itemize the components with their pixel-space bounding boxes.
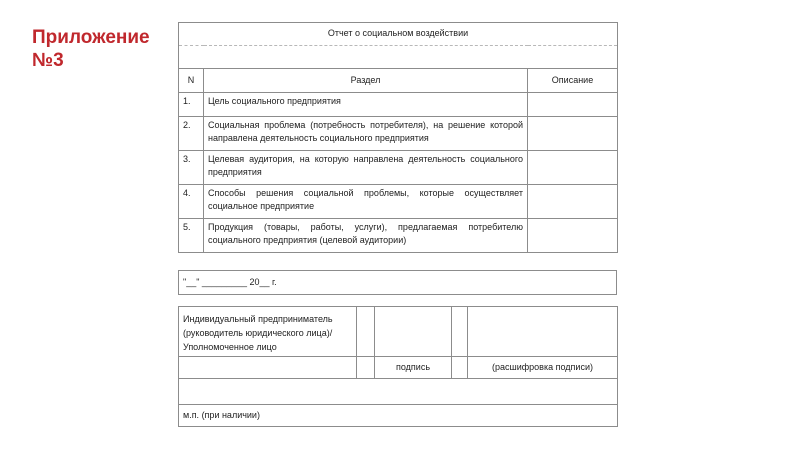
row-section-text: Способы решения социальной проблемы, которые осуществляет социальное предприятие xyxy=(204,185,528,219)
row-section-text: Целевая аудитория, на которую направлена деятельность социального предприятия xyxy=(204,151,528,185)
row-description-cell[interactable] xyxy=(528,151,618,185)
appendix-title-line2: №3 xyxy=(32,50,64,71)
table-row xyxy=(179,185,618,219)
row-section-text: Социальная проблема (потребность потребителя), на решение которой направлена деятельность социального предприятия xyxy=(204,117,528,151)
table-row xyxy=(179,117,618,151)
appendix-title xyxy=(32,26,172,72)
row-description-cell[interactable] xyxy=(528,93,618,117)
signature-block xyxy=(178,306,617,427)
date-block xyxy=(178,270,617,295)
row-description-cell[interactable] xyxy=(528,117,618,151)
signature-table xyxy=(178,306,618,427)
signatory-role: Индивидуальный предприниматель (руководитель юридического лица)/Уполномоченное лицо xyxy=(179,307,357,357)
row-number: 3. xyxy=(179,151,204,185)
table-row xyxy=(179,93,618,117)
signature-spacer xyxy=(452,357,468,379)
table-row xyxy=(179,219,618,253)
stamp-place: м.п. (при наличии) xyxy=(179,405,618,427)
row-number: 1. xyxy=(179,93,204,117)
row-description-cell[interactable] xyxy=(528,219,618,253)
row-number: 5. xyxy=(179,219,204,253)
signature-decode-field[interactable] xyxy=(468,307,618,357)
label-spacer xyxy=(179,357,357,379)
signature-spacer xyxy=(357,357,375,379)
title-spacer xyxy=(179,46,618,69)
row-description-cell[interactable] xyxy=(528,185,618,219)
report-table xyxy=(178,22,618,253)
column-header-description: Описание xyxy=(528,69,618,93)
signature-label: подпись xyxy=(375,357,452,379)
signature-spacer xyxy=(452,307,468,357)
signature-field[interactable] xyxy=(375,307,452,357)
signature-spacer xyxy=(357,307,375,357)
row-section-text: Цель социального предприятия xyxy=(204,93,528,117)
table-row xyxy=(179,151,618,185)
row-number: 4. xyxy=(179,185,204,219)
row-number: 2. xyxy=(179,117,204,151)
column-header-section: Раздел xyxy=(204,69,528,93)
row-section-text: Продукция (товары, работы, услуги), предлагаемая потребителю социального предприятия (целевой аудитории) xyxy=(204,219,528,253)
blank-row xyxy=(179,379,618,405)
date-line[interactable]: "__" _________ 20__ г. xyxy=(179,271,617,295)
report-title: Отчет о социальном воздействии xyxy=(179,23,618,46)
signature-decode-label: (расшифровка подписи) xyxy=(468,357,618,379)
report-form xyxy=(178,22,617,253)
appendix-title-line1: Приложение xyxy=(32,27,150,48)
column-header-n: N xyxy=(179,69,204,93)
